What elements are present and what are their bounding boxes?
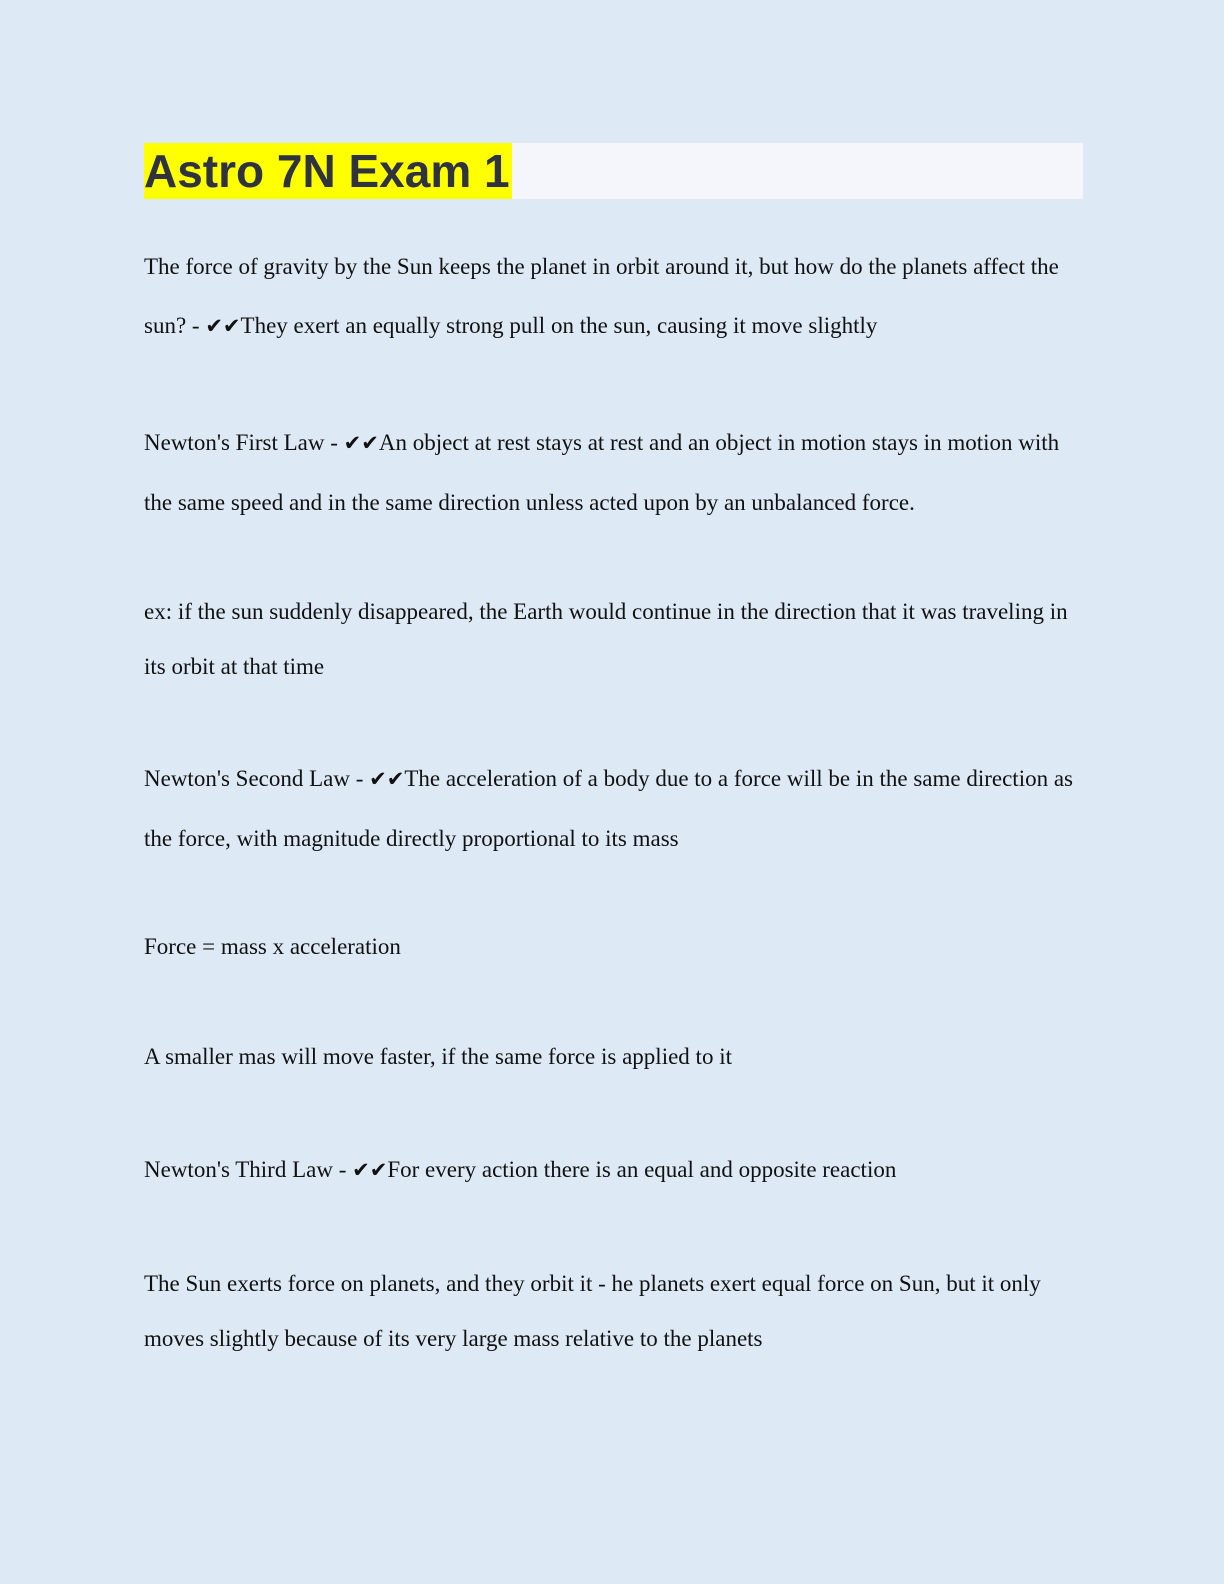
- note-paragraph: [144, 917, 1083, 976]
- flashcard-entry: [144, 749, 1083, 868]
- document-page: [144, 143, 1083, 1351]
- double-check-icon: ✔✔: [369, 767, 405, 791]
- flashcard-entry: [144, 237, 1083, 356]
- note-text: A smaller mas will move faster, if the same force is applied to it: [144, 1044, 732, 1069]
- note-text: ex: if the sun suddenly disappeared, the Earth would continue in the direction that it was traveling in its orbit at that time: [144, 599, 1068, 679]
- document-title: Astro 7N Exam 1: [144, 145, 510, 197]
- entry-term: The force of gravity by the Sun keeps the planet in orbit around it, but how do the planets affect the sun? -: [144, 254, 1059, 338]
- entry-term: Newton's Second Law -: [144, 766, 370, 791]
- double-check-icon: ✔✔: [352, 1158, 388, 1182]
- note-text: The Sun exerts force on planets, and they orbit it - he planets exert equal force on Sun, but it only moves slightly because of its very large mass relative to the planets: [144, 1271, 1041, 1351]
- note-paragraph: [144, 584, 1083, 694]
- double-check-icon: ✔✔: [343, 431, 379, 455]
- note-text: Force = mass x acceleration: [144, 934, 401, 959]
- entry-answer: They exert an equally strong pull on the sun, causing it move slightly: [240, 313, 878, 338]
- entry-answer: An object at rest stays at rest and an object in motion stays in motion with the same speed and in the same direction unless acted upon by an unbalanced force.: [144, 430, 1060, 515]
- entry-term: Newton's Third Law -: [144, 1157, 353, 1182]
- entry-term: Newton's First Law -: [144, 430, 344, 455]
- note-paragraph: [144, 1256, 1083, 1366]
- entry-answer: For every action there is an equal and opposite reaction: [387, 1157, 897, 1182]
- entry-answer: The acceleration of a body due to a force will be in the same direction as the force, with magnitude directly proportional to its mass: [144, 766, 1073, 851]
- note-paragraph: [144, 1027, 1083, 1086]
- flashcard-entry: [144, 413, 1083, 532]
- title-bar: [144, 143, 1083, 199]
- double-check-icon: ✔✔: [205, 314, 241, 338]
- flashcard-entry: [144, 1140, 1083, 1200]
